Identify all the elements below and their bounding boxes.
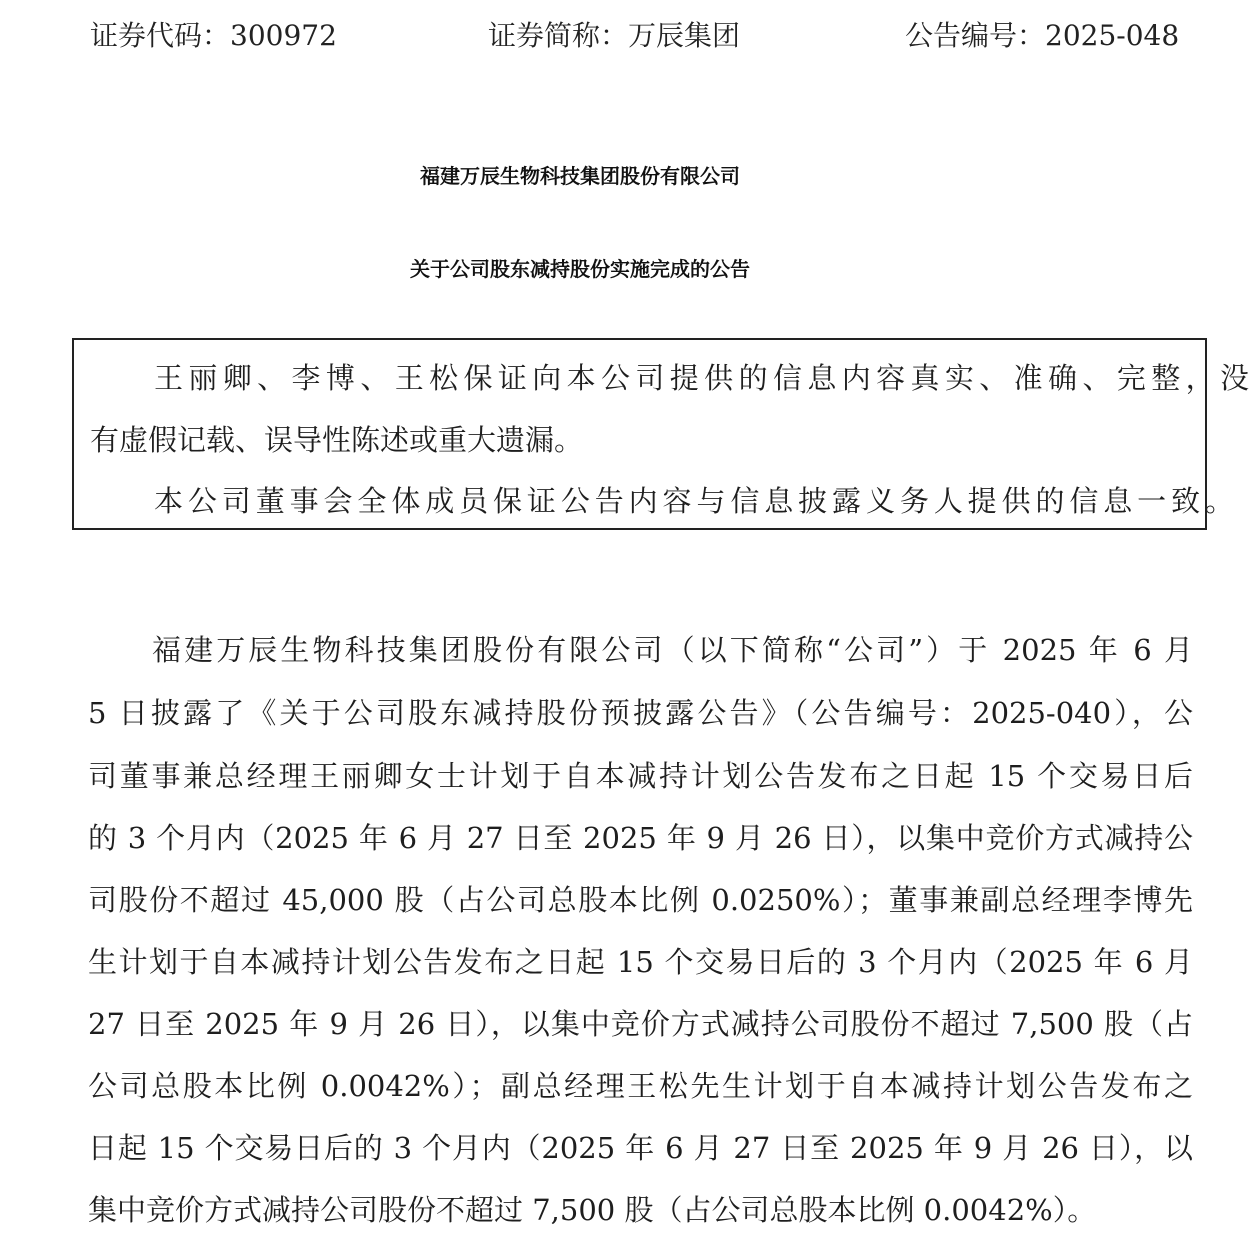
body-line: 司董事兼总经理王丽卿女士计划于自本减持计划公告发布之日起 15 个交易日后	[88, 759, 1193, 793]
notice-line: 王丽卿、李博、王松保证向本公司提供的信息内容真实、准确、完整，没	[154, 361, 1249, 395]
body-line: 福建万辰生物科技集团股份有限公司（以下简称“公司”）于 2025 年 6 月	[152, 633, 1193, 667]
body-line: 集中竞价方式减持公司股份不超过 7,500 股（占公司总股本比例 0.0042%）。	[88, 1193, 1097, 1227]
announcement-number: 公告编号：2025-048	[905, 19, 1180, 52]
body-line: 日起 15 个交易日后的 3 个月内（2025 年 6 月 27 日至 2025 年 9 月 26 日），以	[88, 1131, 1193, 1165]
notice-line: 本公司董事会全体成员保证公告内容与信息披露义务人提供的信息一致。	[154, 484, 1234, 518]
body-line: 5 日披露了《关于公司股东减持股份预披露公告》（公告编号：2025-040），公	[88, 696, 1193, 730]
notice-line: 有虚假记载、误导性陈述或重大遗漏。	[90, 423, 584, 457]
announcement-subject: 关于公司股东减持股份实施完成的公告	[410, 257, 750, 281]
body-line: 27 日至 2025 年 9 月 26 日），以集中竞价方式减持公司股份不超过 7,500 股（占	[88, 1007, 1193, 1041]
body-line: 司股份不超过 45,000 股（占公司总股本比例 0.0250%）；董事兼副总经理李博先	[88, 883, 1193, 917]
security-name: 证券简称：万辰集团	[488, 19, 741, 52]
body-line: 生计划于自本减持计划公告发布之日起 15 个交易日后的 3 个月内（2025 年 6 月	[88, 945, 1193, 979]
security-code: 证券代码：300972	[90, 19, 337, 52]
body-line: 公司总股本比例 0.0042%）；副总经理王松先生计划于自本减持计划公告发布之	[88, 1069, 1193, 1103]
body-line: 的 3 个月内（2025 年 6 月 27 日至 2025 年 9 月 26 日），以集中竞价方式减持公	[88, 821, 1193, 855]
company-title: 福建万辰生物科技集团股份有限公司	[420, 164, 740, 188]
